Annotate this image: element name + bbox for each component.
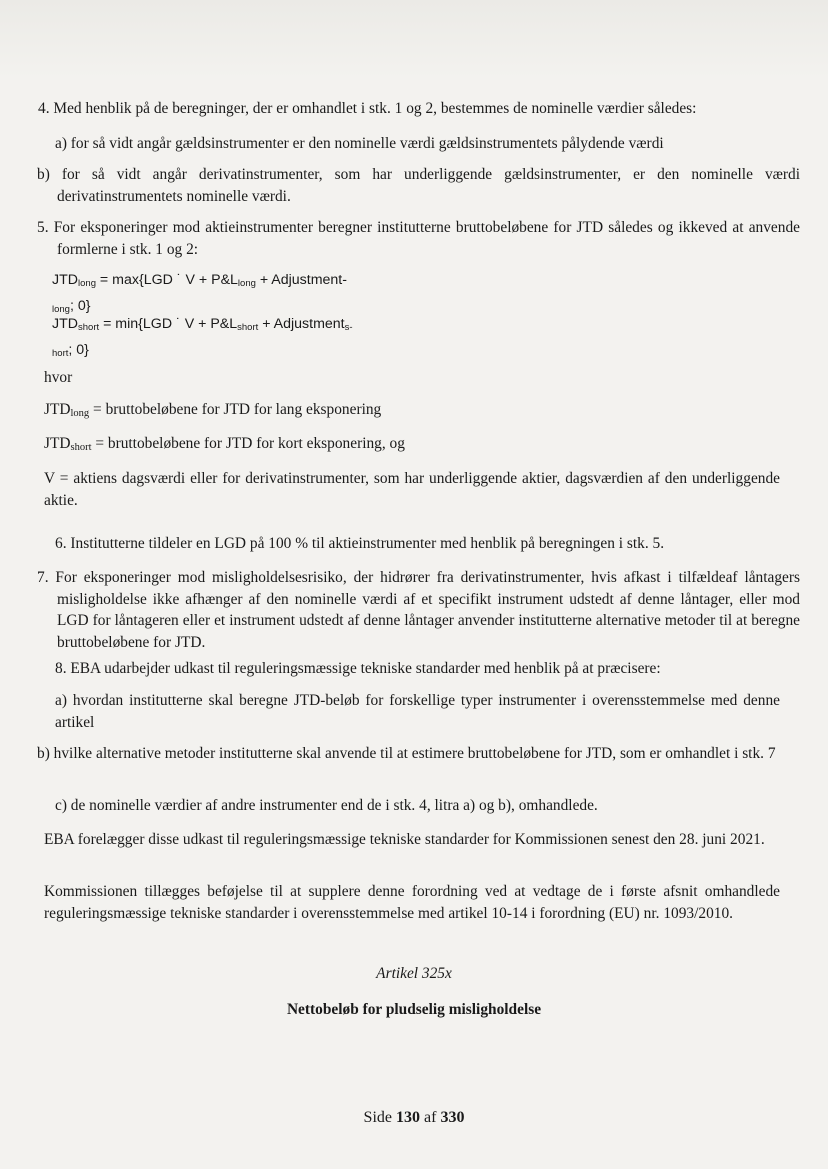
definition-jtd-long: JTDlong = bruttobeløbene for JTD for lang eksponering	[44, 401, 382, 419]
eba-paragraph: EBA forelægger disse udkast til reguleringsmæssige tekniske standarder for Kommissionen senest den 28. juni 2021.	[44, 831, 765, 848]
formula-short-line1: $JTD_{short} = \min\{LGD$ ˙ $V + P\&L_{short}$ + Adjustment$_{s-}$	[52, 316, 353, 333]
formula-short-line2: $_{hort}$; 0}	[52, 342, 89, 359]
paragraph-8a: a) hvordan institutterne skal beregne JTD-beløb for forskellige typer instrumenter i overensstemmelse med denne artikel	[55, 692, 780, 731]
article-title: Nettobeløb for pludselig misligholdelse	[286, 1001, 542, 1018]
paragraph-8b: b) hvilke alternative metoder institutterne skal anvende til at estimere bruttobeløbene for JTD, som er omhandlet i stk. 7	[37, 745, 776, 762]
formula-jtd-short	[52, 313, 412, 365]
page-footer: Side 130 af 330	[363, 1109, 465, 1126]
paragraph-8c: c) de nominelle værdier af andre instrumenter end de i stk. 4, litra a) og b), omhandlede.	[55, 797, 598, 814]
formula-long-line2: $_{long}$; 0}	[52, 298, 91, 315]
paragraph-6: 6. Institutterne tildeler en LGD på 100 % til aktieinstrumenter med henblik på beregningen i stk. 5.	[55, 535, 665, 552]
paragraph-7: 7. For eksponeringer mod misligholdelsesrisiko, der hidrører fra derivatinstrumenter, hvis afkast i tilfældeaf låntagers misligholdelse ikke afhænger af den nominelle værdi af et specifikt instrument udstedt af denne låntager, eller mod LGD for låntageren eller et instrument udstedt af denne låntager anvender institutterne alternative metoder til at beregne bruttobeløbene for JTD.	[37, 569, 800, 651]
hvor-label: hvor	[44, 369, 73, 386]
previous-page-bleed	[0, 0, 828, 78]
footer-page-number: 130	[396, 1109, 420, 1126]
definition-v: V = aktiens dagsværdi eller for derivatinstrumenter, som har underliggende aktier, dagsværdien af den underliggende aktie.	[44, 470, 780, 509]
definition-jtd-short: JTDshort = bruttobeløbene for JTD for kort eksponering, og	[44, 435, 405, 453]
paragraph-5: 5. For eksponeringer mod aktieinstrumenter beregner institutterne bruttobeløbene for JTD således og ikkeved at anvende formlerne i stk. 1 og 2:	[37, 219, 800, 258]
formula-long-line1: $JTD_{long} = \max\{LGD$ ˙ $V + P\&L_{long}$ + Adjustment-	[52, 272, 347, 289]
paragraph-4a: a) for så vidt angår gældsinstrumenter er den nominelle værdi gældsinstrumentets pålydende værdi	[55, 135, 664, 152]
paragraph-8: 8. EBA udarbejder udkast til reguleringsmæssige tekniske standarder med henblik på at præcisere:	[55, 660, 661, 677]
paragraph-4b: b) for så vidt angår derivatinstrumenter, som har underliggende gældsinstrumenter, er den nominelle værdi derivatinstrumentets nominelle værdi.	[37, 166, 800, 205]
paragraph-4: 4. Med henblik på de beregninger, der er omhandlet i stk. 1 og 2, bestemmes de nominelle værdier således:	[38, 100, 697, 117]
commission-paragraph: Kommissionen tillægges beføjelse til at supplere denne forordning ved at vedtage de i første afsnit omhandlede reguleringsmæssige tekniske standarder i overensstemmelse med artikel 10-14 i forordning (EU) nr. 1093/2010.	[44, 883, 780, 922]
article-number: Artikel 325x	[376, 965, 452, 982]
footer-total-pages: 330	[440, 1109, 465, 1126]
